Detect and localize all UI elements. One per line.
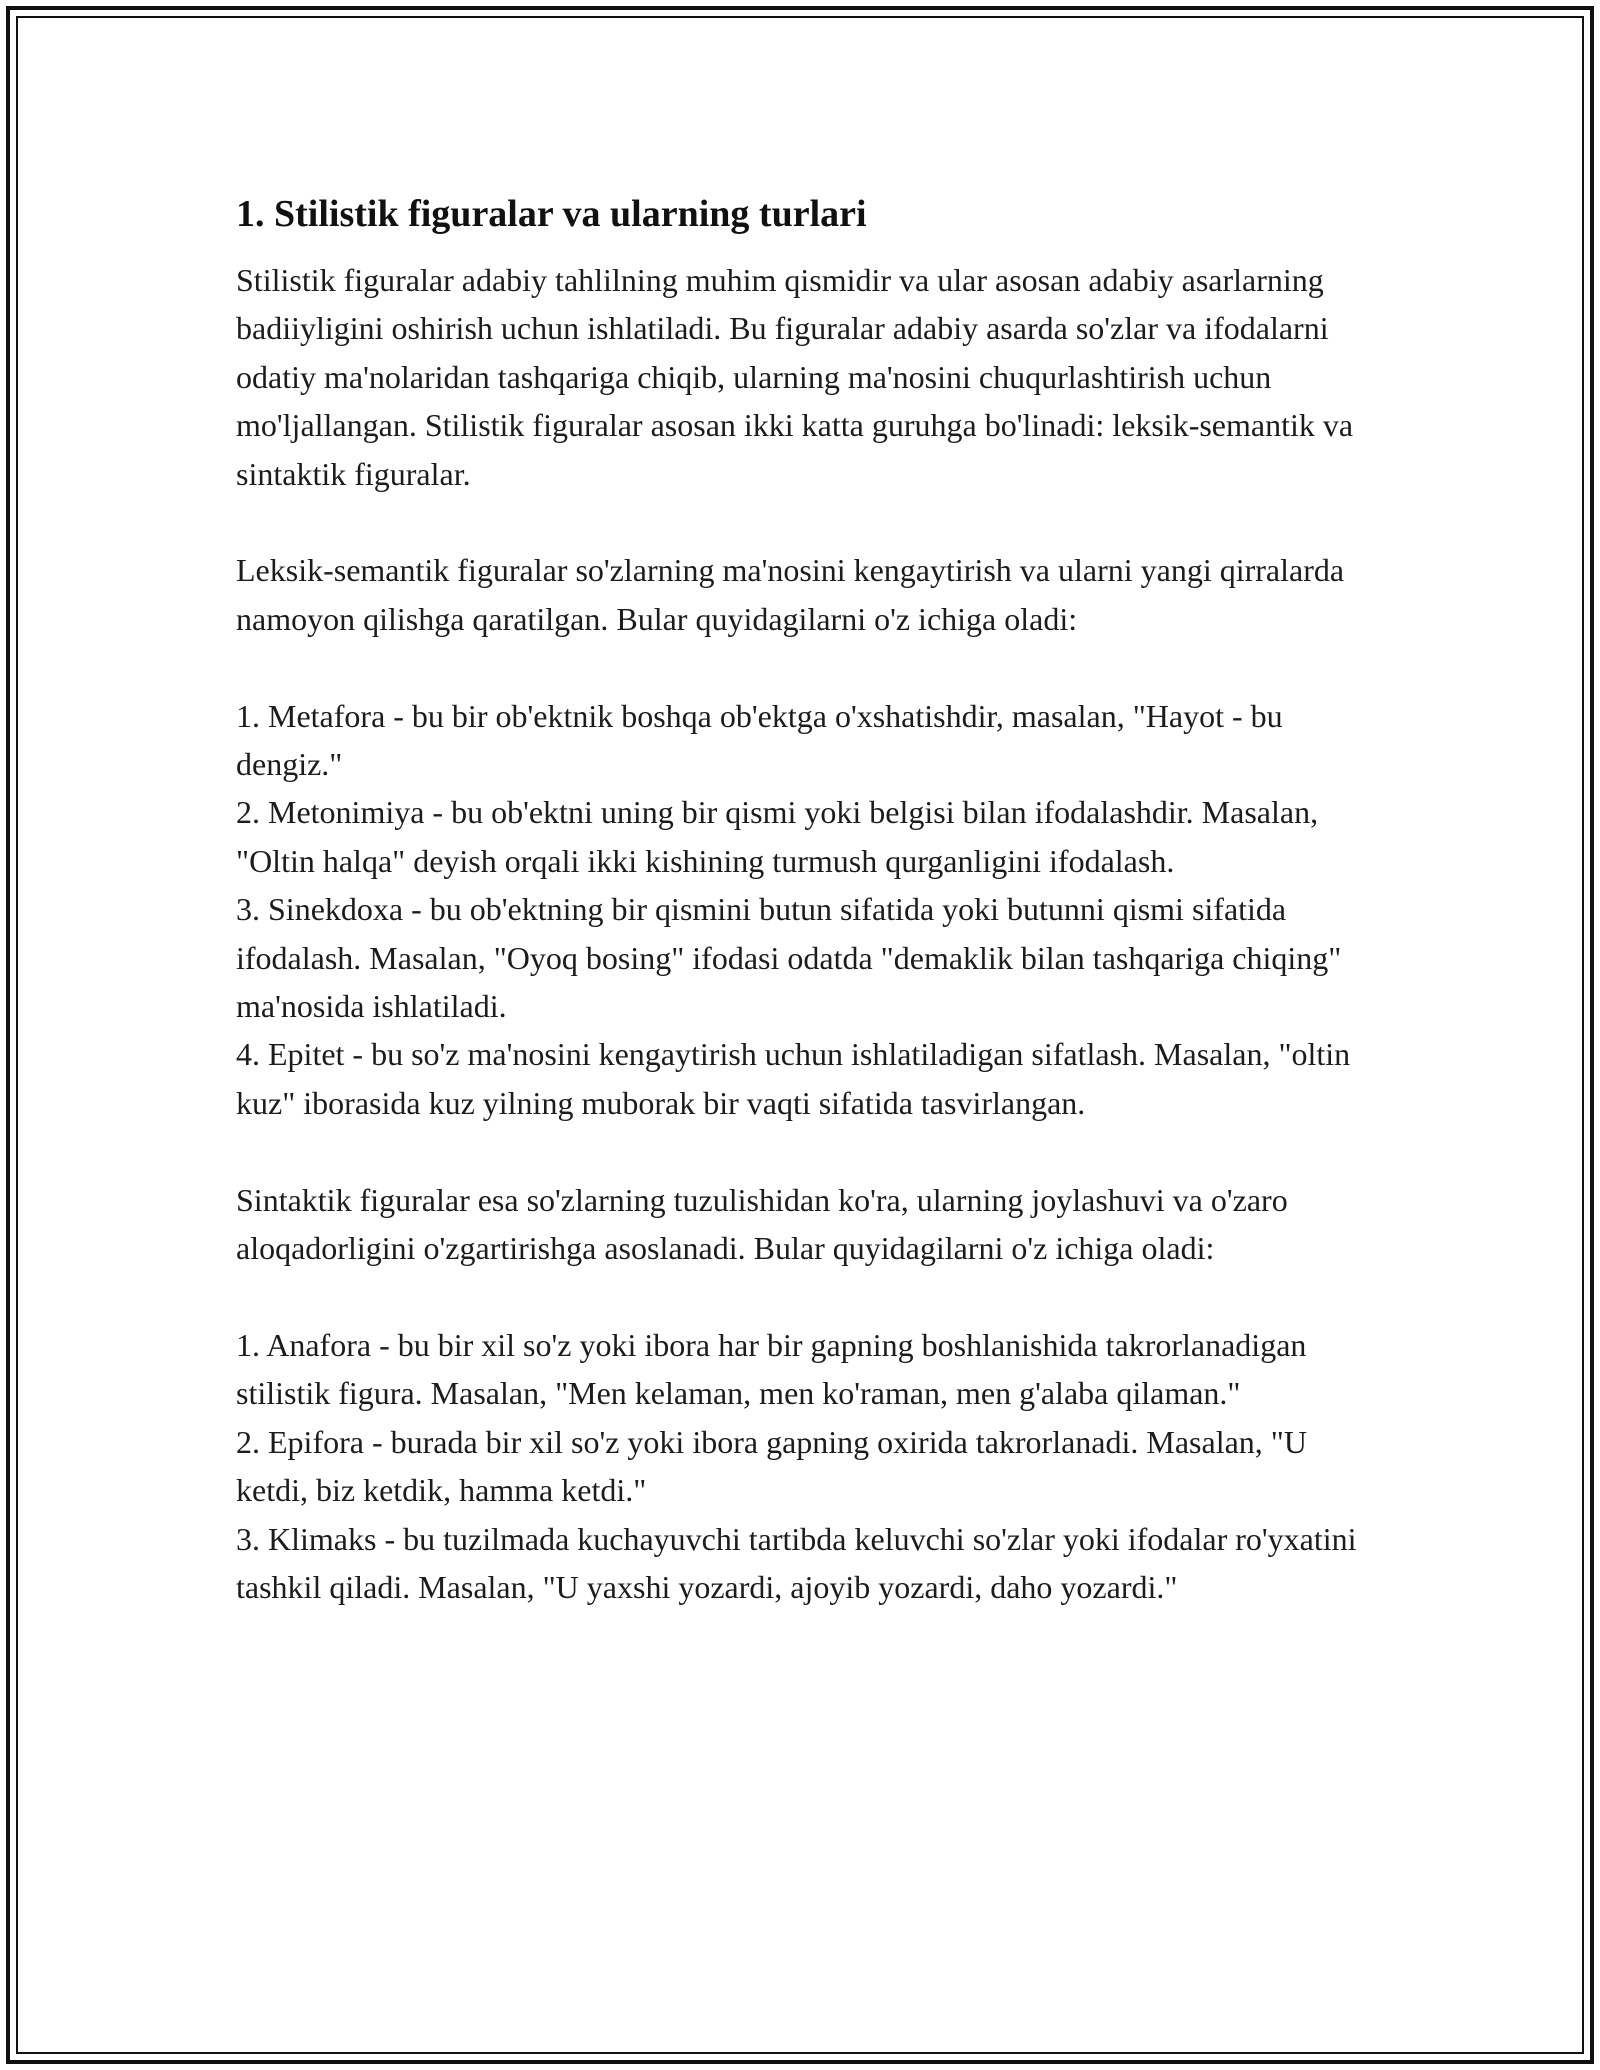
list-item-metonimiya: 2. Metonimiya - bu ob'ektni uning bir qismi yoki belgisi bilan ifodalashdir. Masalan, "Oltin halqa" deyish orqali ikki kishining turmush qurganligini ifodalash. — [236, 794, 1319, 879]
paragraph-spacer — [236, 1272, 1366, 1320]
lexical-intro-paragraph: Leksik-semantik figuralar so'zlarning ma'nosini kengaytirish va ularni yangi qirralarda namoyon qilishga qaratilgan. Bular quyidagilarni o'z ichiga oladi: — [236, 552, 1345, 637]
paragraph-spacer — [236, 643, 1366, 691]
syntactic-figures-list — [236, 1321, 1366, 1611]
page-title: 1. Stilistik figuralar va ularning turlari — [236, 193, 867, 235]
paragraph-spacer — [236, 498, 1366, 546]
lexical-figures-list — [236, 692, 1366, 1128]
list-item-metafora: 1. Metafora - bu bir ob'ektnik boshqa ob'ektga o'xshatishdir, masalan, "Hayot - bu dengiz." — [236, 697, 1283, 783]
list-item-anafora: 1. Anafora - bu bir xil so'z yoki ibora har bir gapning boshlanishida takrorlanadigan stilistik figura. Masalan, "Men kelaman, men ko'raman, men g'alaba qilaman." — [236, 1326, 1307, 1412]
document-body — [236, 186, 1366, 1611]
paragraph-spacer — [236, 1127, 1366, 1175]
list-item-sinekdoxa: 3. Sinekdoxa - bu ob'ektning bir qismini butun sifatida yoki butunni qismi sifatida ifodalash. Masalan, "Oyoq bosing" ifodasi odatda "demaklik bilan tashqariga chiqing" ma'nosida ishlatiladi. — [236, 891, 1342, 1025]
syntactic-intro-paragraph: Sintaktik figuralar esa so'zlarning tuzulishidan ko'ra, ularning joylashuvi va o'zaro aloqadorligini o'zgartirishga asoslanadi. Bular quyidagilarni o'z ichiga oladi: — [236, 1181, 1288, 1267]
list-item-klimaks: 3. Klimaks - bu tuzilmada kuchayuvchi tartibda keluvchi so'zlar yoki ifodalar ro'yxatini tashkil qiladi. Masalan, "U yaxshi yozardi, ajoyib yozardi, daho yozardi." — [236, 1520, 1357, 1605]
list-item-epitet: 4. Epitet - bu so'z ma'nosini kengaytirish uchun ishlatiladigan sifatlash. Masalan, "oltin kuz" iborasida kuz yilning muborak bir vaqti sifatida tasvirlangan. — [236, 1036, 1351, 1121]
list-item-epifora: 2. Epifora - burada bir xil so'z yoki ibora gapning oxirida takrorlanadi. Masalan, "U ketdi, biz ketdik, hamma ketdi." — [236, 1423, 1307, 1509]
intro-paragraph: Stilistik figuralar adabiy tahlilning muhim qismidir va ular asosan adabiy asarlarning badiiyligini oshirish uchun ishlatiladi. Bu figuralar adabiy asarda so'zlar va ifodalarni odatiy ma'nolaridan tashqariga chiqib, ularning ma'nosini chuqurlashtirish uchun mo'ljallangan. Stilistik figuralar asosan ikki katta guruhga bo'linadi: leksik-semantik va sintaktik figuralar. — [236, 262, 1354, 492]
